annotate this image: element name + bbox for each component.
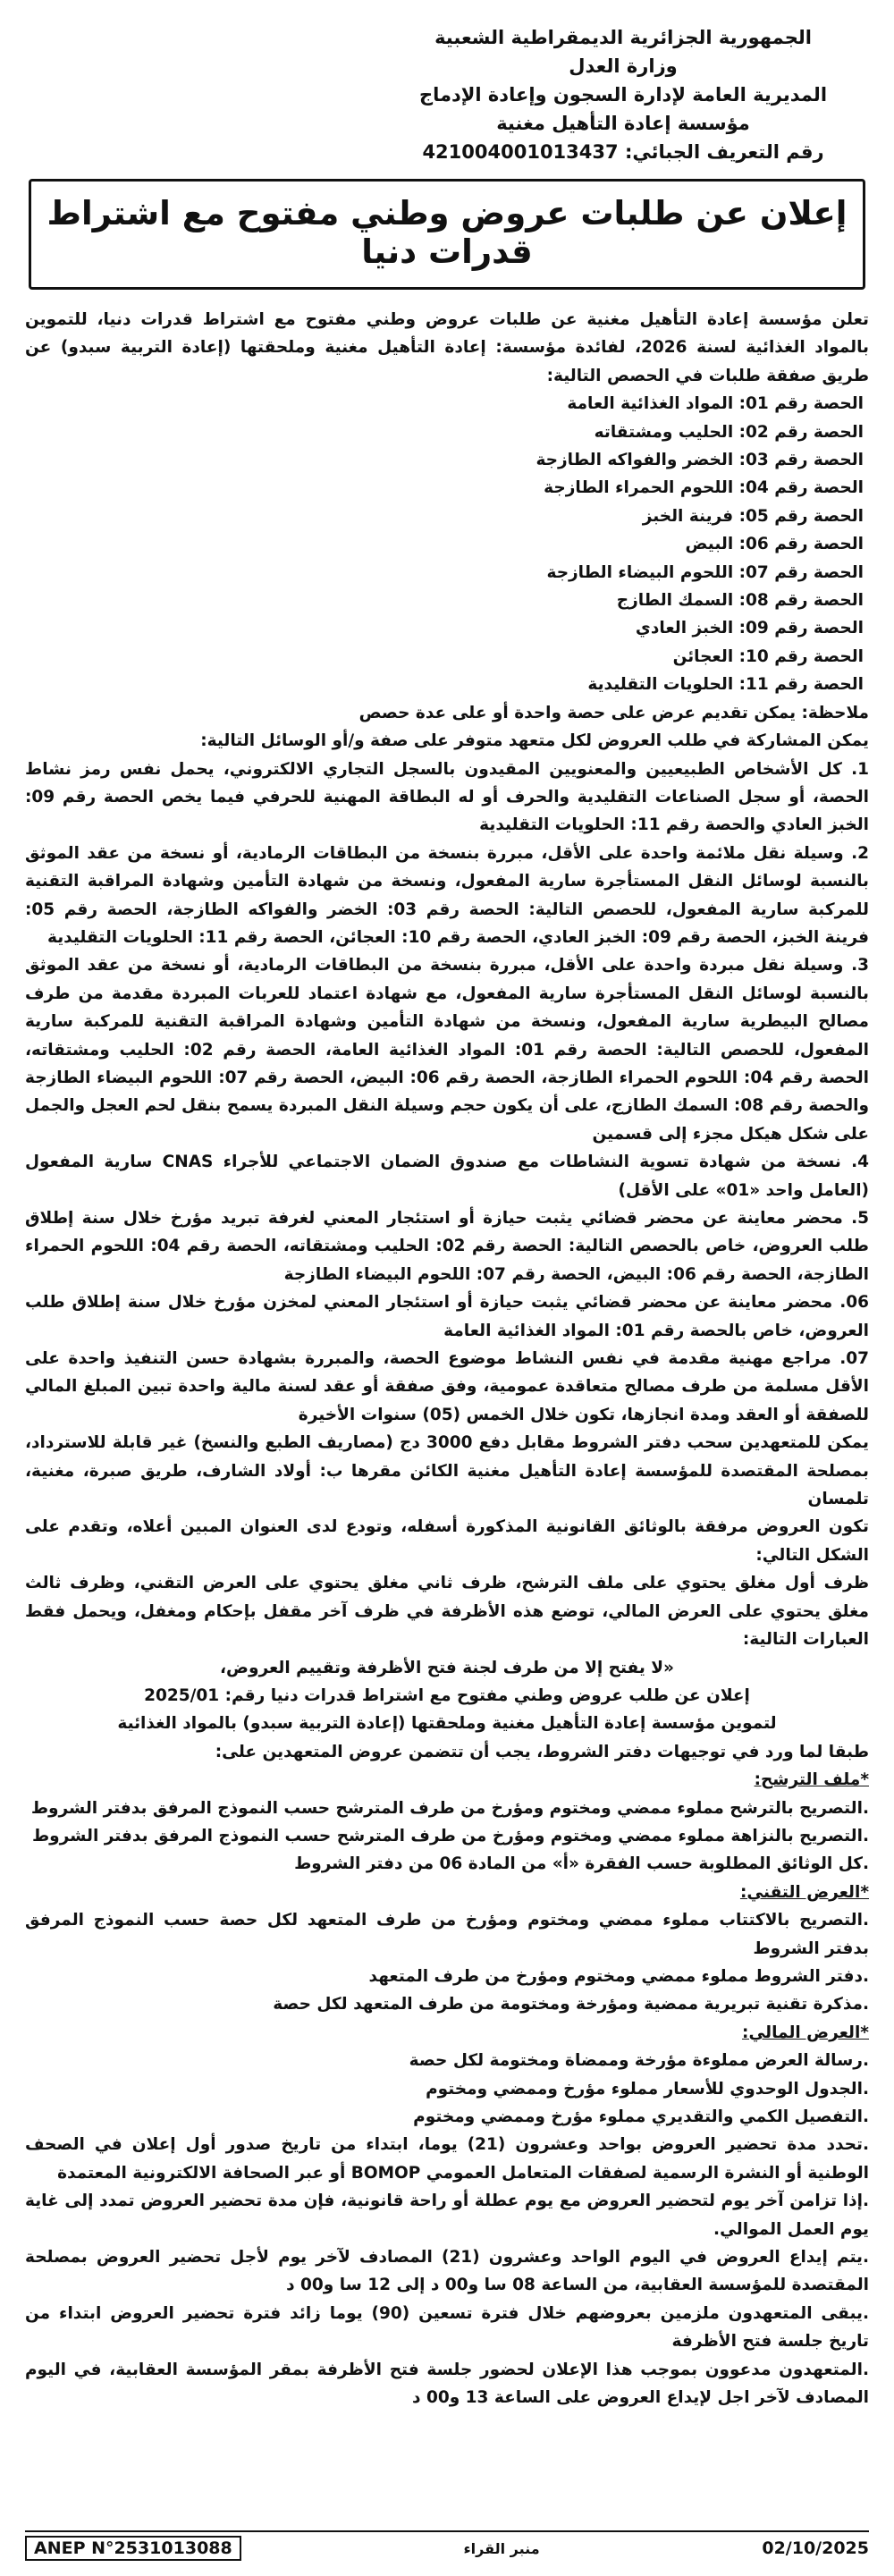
header-ministry: وزارة العدل: [569, 55, 678, 77]
candidature-item: .التصريح بالترشح مملوء ممضي ومختوم ومؤرخ من طرف المترشح حسب النموذج المرفق بدفتر الشروط: [30, 1798, 869, 1818]
announcement-title: إعلان عن طلبات عروض وطني مفتوح مع اشتراط قدرات دنيا: [29, 179, 865, 290]
label-line: «لا يفتح إلا من طرف لجنة فتح الأظرفة وتقييم العروض،: [220, 1658, 674, 1677]
issuer-header: [413, 23, 833, 166]
note: ملاحظة: يمكن تقديم عرض على حصة واحدة أو على عدة حصص: [358, 703, 869, 722]
label-line: لتموين مؤسسة إعادة التأهيل مغنية وملحقتها (إعادة التربية سبدو) بالمواد الغذائية: [117, 1714, 777, 1734]
final-paragraph: .المتعهدون مدعوون بموجب هذا الإعلان لحضور جلسة فتح الأظرفة بمقر المؤسسة العقابية، في اليوم المصادف لآخر اجل لإيداع العروض على الساعة 13 و00 د: [25, 2360, 869, 2408]
condition-item: 06. محضر معاينة عن محضر قضائي يثبت حيازة أو استئجار المعني لمخزن مؤرخ خلال سنة إطلاق طلب العروض، خاص بالحصة رقم 01: المواد الغذائية العامة: [25, 1293, 869, 1340]
publication-source: منبر القراء: [463, 2539, 540, 2557]
lot-item: الحصة رقم 01: المواد الغذائية العامة: [567, 394, 864, 414]
lot-item: الحصة رقم 11: الحلويات التقليدية: [587, 675, 864, 695]
submission-intro: تكون العروض مرفقة بالوثائق القانونية المذكورة أسفله، وتودع لدى العنوان المبين أعلاه، وتقدم على الشكل التالي:: [25, 1517, 869, 1565]
technical-heading: *العرض التقني:: [739, 1882, 869, 1902]
condition-item: 4. نسخة من شهادة تسوية النشاطات مع صندوق الضمان الاجتماعي للأجراء CNAS سارية المفعول (العامل واحد «01» على الأقل): [25, 1153, 869, 1200]
footer-bar: [25, 2530, 869, 2564]
header-republic: الجمهورية الجزائرية الديمقراطية الشعبية: [434, 27, 812, 48]
condition-item: 1. كل الأشخاص الطبيعيين والمعنويين المقيدون بالسجل التجاري الالكتروني، يحمل نفس رمز نشاط الحصة، أو سجل الصناعات التقليدية والحرف أو له البطاقة المهنية للحرفي فيما يخص الحصة رقم 09: الخبز العادي والحصة رقم 11: الحلويات التقليدية: [25, 759, 869, 835]
technical-item: .التصريح بالاكتتاب مملوء ممضي ومختوم ومؤرخ من طرف المتعهد لكل حصة حسب النموذج المرفق بدفتر الشروط: [25, 1911, 869, 1958]
lot-item: الحصة رقم 07: اللحوم البيضاء الطازجة: [546, 562, 864, 582]
participation-intro: يمكن المشاركة في طلب العروض لكل متعهد متوفر على صفة و/أو الوسائل التالية:: [200, 731, 869, 751]
withdrawal-paragraph: يمكن للمتعهدين سحب دفتر الشروط مقابل دفع 3000 دج (مصاريف الطبع والنسخ) غير قابلة للاسترداد، بمصلحة المقتصدة للمؤسسة إعادة التأهيل مغنية الكائن مقرها ب: أولاد الشارف، طريق صبرة، مغنية، تلمسان: [25, 1433, 870, 1509]
candidature-heading: *ملف الترشح:: [754, 1770, 869, 1790]
header-directorate: المديرية العامة لإدارة السجون وإعادة الإدماج: [418, 84, 828, 106]
tax-id-value: 421004001013437: [422, 141, 619, 163]
final-paragraph: .إذا تزامن آخر يوم لتحضير العروض مع يوم عطلة أو راحة قانونية، فإن مدة تحضير العروض تمدد إلى غاية يوم العمل الموالي.: [25, 2192, 869, 2239]
financial-heading: *العرض المالي:: [742, 2023, 869, 2042]
condition-item: 5. محضر معاينة عن محضر قضائي يثبت حيازة أو استئجار المعني لغرفة تبريد مؤرخ خلال سنة إطلاق طلب العروض، خاص بالحصص التالية: الحصة رقم 02: الحليب ومشتقاته، الحصة رقم 04: اللحوم الحمراء الطازجة، الحصة رقم 06: البيض، الحصة رقم 07: اللحوم البيضاء الطازجة: [25, 1209, 869, 1284]
lot-item: الحصة رقم 02: الحليب ومشتقاته: [594, 422, 864, 442]
lot-item: الحصة رقم 06: البيض: [685, 535, 864, 554]
candidature-item: .كل الوثائق المطلوبة حسب الفقرة «أ» من المادة 06 من دفتر الشروط: [294, 1854, 869, 1874]
envelope-label-block: [25, 1654, 869, 1738]
financial-item: .رسالة العرض مملوءة مؤرخة وممضاة ومختومة لكل حصة: [409, 2051, 869, 2071]
condition-item: 2. وسيلة نقل ملائمة واحدة على الأقل، مبررة بنسخة من البطاقات الرمادية، أو نسخة من عقد الموثق بالنسبة لوسائل النقل المستأجرة سارية المفعول، ونسخة من شهادة التأمين وشهادة المراقبة التقنية للمركبة سارية المفعول، للحصص التالية: الحصة رقم 03: الخضر والفواكه الطازجة، الحصة رقم 05: فرينة الخبز، الحصة رقم 09: الخبز العادي، الحصة رقم 10: العجائن، الحصة رقم 11: الحلويات التقليدية: [25, 843, 869, 947]
lot-item: الحصة رقم 03: الخضر والفواكه الطازجة: [536, 451, 864, 470]
tax-id-line: [413, 138, 833, 166]
condition-item: 07. مراجع مهنية مقدمة في نفس النشاط موضوع الحصة، والمبررة بشهادة حسن التنفيذ واحدة على الأقل مسلمة من طرف مصالح متعاقدة عمومية، وفق صفقة أو عقد لسنة مالية واحدة تبين المبلغ المالي للصفقة أو العقد ومدة انجازها، تكون خلال الخمس (05) سنوات الأخيرة: [25, 1349, 869, 1424]
announcement-body: [25, 306, 869, 2411]
anep-reference: ANEP N°2531013088: [25, 2536, 241, 2561]
docs-intro: طبقا لما ورد في توجيهات دفتر الشروط، يجب أن تتضمن عروض المتعهدين على:: [215, 1742, 869, 1761]
technical-item: .مذكرة تقنية تبريرية ممضية ومؤرخة ومختومة من طرف المتعهد لكل حصة: [273, 1995, 869, 2014]
lot-item: الحصة رقم 10: العجائن: [672, 646, 864, 666]
financial-item: .التفصيل الكمي والتقديري مملوء مؤرخ وممضي ومختوم: [413, 2107, 869, 2126]
condition-item: 3. وسيلة نقل مبردة واحدة على الأقل، مبررة بنسخة من البطاقات الرمادية، أو نسخة من عقد الموثق بالنسبة لوسائل النقل المستأجرة سارية المفعول، مع شهادة اعتماد للعربات المبردة مقدمة من طرف مصالح البيطرية سارية المفعول، ونسخة من شهادة التأمين وشهادة المراقبة التقنية للمركبة سارية المفعول، للحصص التالية: الحصة رقم 01: المواد الغذائية العامة، الحصة رقم 02: الحليب ومشتقاته، الحصة رقم 04: اللحوم الحمراء الطازجة، الحصة رقم 06: البيض، الحصة رقم 07: اللحوم البيضاء الطازجة والحصة رقم 08: السمك الطازج، على أن يكون حجم وسيلة النقل المبردة يسمح بنقل لحم العجل والجمل على شكل هيكل مجزء إلى قسمين: [25, 956, 869, 1144]
final-paragraph: .يتم إيداع العروض في اليوم الواحد وعشرون (21) المصادف لآخر يوم لأجل تحضير العروض بمصلحة المقتصدة للمؤسسة العقابية، من الساعة 08 سا و00 د إلى 12 سا و00 د: [25, 2248, 869, 2295]
header-institution: مؤسسة إعادة التأهيل مغنية: [496, 113, 750, 134]
financial-item: .الجدول الوحدوي للأسعار مملوء مؤرخ وممضي ومختوم: [426, 2079, 869, 2099]
lot-item: الحصة رقم 05: فرينة الخبز: [642, 506, 864, 526]
lot-item: الحصة رقم 04: اللحوم الحمراء الطازجة: [544, 478, 864, 498]
technical-item: .دفتر الشروط مملوء ممضي ومختوم ومؤرخ من طرف المتعهد: [368, 1966, 869, 1986]
final-paragraph: .يبقى المتعهدون ملزمين بعروضهم خلال فترة تسعين (90) يوما زائد فترة تحضير العروض ابتداء من تاريخ جلسة فتح الأظرفة: [25, 2303, 869, 2352]
label-line: إعلان عن طلب عروض وطني مفتوح مع اشتراط قدرات دنيا رقم: 2025/01: [144, 1685, 750, 1705]
final-paragraph: .تحدد مدة تحضير العروض بواحد وعشرون (21) يوما، ابتداء من تاريخ صدور أول إعلان في الصحف الوطنية أو النشرة الرسمية لصفقات المتعامل العمومي BOMOP أو عبر الصحافة الالكترونية المعتمدة: [25, 2135, 869, 2183]
lot-item: الحصة رقم 09: الخبز العادي: [635, 619, 864, 638]
tax-id-label: رقم التعريف الجبائي:: [624, 141, 824, 163]
candidature-item: .التصريح بالنزاهة مملوء ممضي ومختوم ومؤرخ من طرف المترشح حسب النموذج المرفق بدفتر الشروط: [31, 1826, 869, 1845]
intro-paragraph: تعلن مؤسسة إعادة التأهيل مغنية عن طلبات عروض وطني مفتوح مع اشتراط قدرات دنيا، للتموين بالمواد الغذائية لسنة 2026، لفائدة مؤسسة: إعادة التأهيل مغنية وملحقتها (إعادة التربية سبدو) عن طريق صفقة طلبات في الحصص التالية:: [25, 310, 869, 385]
envelopes-paragraph: ظرف أول مغلق يحتوي على ملف الترشح، ظرف ثاني مغلق يحتوي على العرض التقني، وظرف ثالث مغلق يحتوي على العرض المالي، توضع هذه الأظرفة في ظرف آخر مقفل بإحكام ومغفل، ويحمل فقط العبارات التالية:: [25, 1574, 869, 1650]
lot-item: الحصة رقم 08: السمك الطازج: [616, 591, 864, 611]
publication-date: 02/10/2025: [762, 2538, 869, 2558]
